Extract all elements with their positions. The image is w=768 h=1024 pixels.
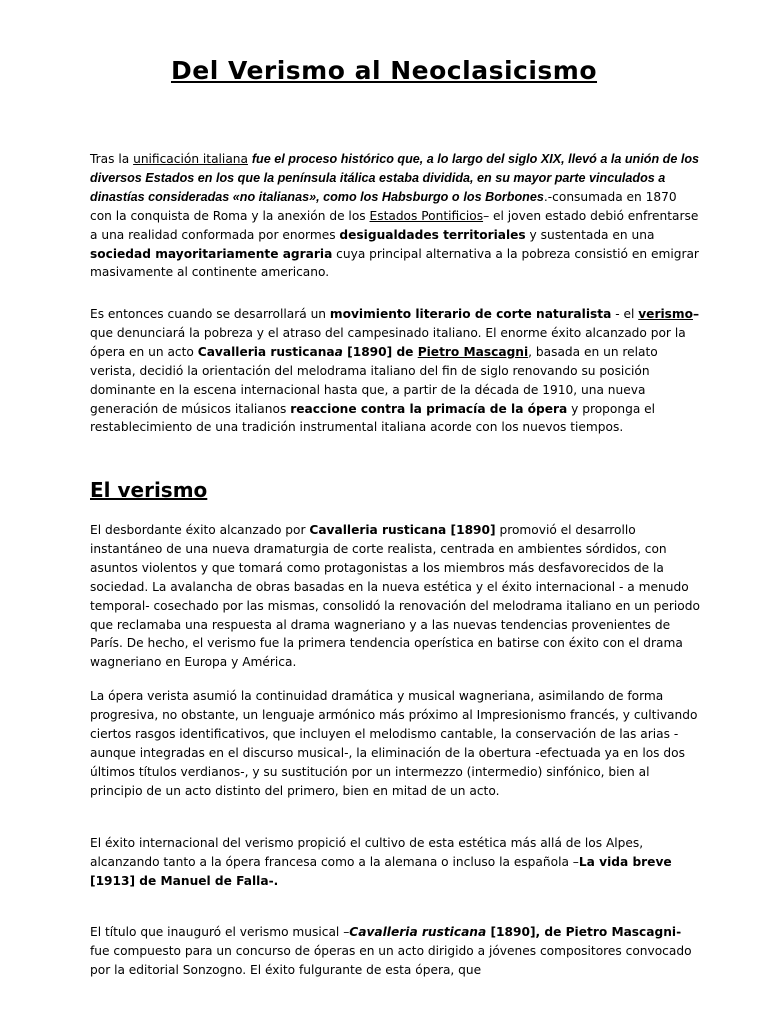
text: El título que inauguró el verismo musical – <box>90 925 350 939</box>
text: y sustentada en una <box>525 227 655 242</box>
bold-year: [1890] de <box>342 344 418 359</box>
paragraph-intro <box>90 150 700 282</box>
text: Tras la <box>90 152 134 166</box>
text: fue compuesto para un concurso de óperas en un acto dirigido a jóvenes compositores convocado por la editorial Sonzogno. El éxito fulgurante de esta ópera, que <box>90 943 692 977</box>
paragraph-desbordante <box>90 521 700 672</box>
bold-desigualdades: desigualdades territoriales <box>339 227 526 242</box>
text: El desbordante éxito alcanzado por <box>90 523 310 537</box>
paragraph-verismo-intro <box>90 305 700 437</box>
paragraph-opera-verista: La ópera verista asumió la continuidad dramática y musical wagneriana, asimilando de forma progresiva, no obstante, un lenguaje armónico más próximo al Impresionismo francés, y cultivando ciertos rasgos identificativos, que incluyen el melodismo cantable, la conservación de las arias -aunque integradas en el discurso musical-, la eliminación de la obertura -efectuada ya en los dos últimos títulos verdianos-, y su sustitución por un intermezzo (intermedio) sinfónico, bien al principio de un acto distinto del primero, bien en mitad de un acto. <box>90 689 698 798</box>
link-verismo[interactable]: verismo <box>638 307 693 321</box>
bold-movimiento: movimiento literario de corte naturalista <box>329 307 612 321</box>
bold-mascagni: [1890], de Pietro Mascagni- <box>486 925 682 939</box>
link-estados-pontificios[interactable]: Estados Pontificios <box>369 208 484 223</box>
bold-cavalleria: Cavalleria rusticana <box>197 344 335 359</box>
text: promovió el desarrollo instantáneo de una nueva dramaturgia de corte realista, centrada en ambientes sórdidos, con asuntos violentos y que tomará como protagonistas a los miembros más desfavorecidos de la sociedad. La avalancha de obras basadas en la nueva estética y el éxito internacional - a menudo temporal- cosechado por las mismas, consolidó la renovación del melodrama italiano en un periodo que reclamaba una respuesta al drama wagneriano y a las nuevas tendencias provenientes de París. De hecho, el verismo fue la primera tendencia operística en batirse con éxito con el drama wagneriano en Europa y América. <box>90 523 700 670</box>
bold-reaccione: reaccione contra la primacía de la ópera <box>290 401 568 416</box>
bold-italic-cavalleria: Cavalleria rusticana <box>349 925 487 939</box>
text: – el joven estado debió enfrentarse a una realidad conformada por enormes <box>90 208 699 242</box>
borbones-text: los Borbones <box>463 189 544 204</box>
text: cuya principal alternativa a la pobreza consistió en emigrar masivamente al continente americano. <box>90 246 699 280</box>
text: , basada en un relato verista, decidió la orientación del melodrama italiano del fin de siglo renovando su posición dominante en la escena internacional hasta que, a partir de la década de 1910, una nueva generación de músicos italianos <box>90 344 658 416</box>
text: - el <box>611 307 639 321</box>
bold-sociedad: sociedad mayoritariamente agraria <box>90 246 333 261</box>
definition-text: fue el proceso histórico que, a lo largo del siglo XIX, llevó a la unión de los diversos Estados en los que la península itálica estaba dividida, en su mayor parte vinculados a dinastías consideradas «no italianas», como los Habsburgo o <box>90 152 700 204</box>
dash: – <box>692 307 700 321</box>
link-unificacion-italiana[interactable]: unificación italiana <box>133 152 248 166</box>
text: El éxito internacional del verismo propició el cultivo de esta estética más allá de los Alpes, alcanzando tanto a la ópera francesa como a la alemana o incluso la española – <box>90 836 644 869</box>
section-heading-verismo: El verismo <box>90 478 208 502</box>
italic-a: a <box>334 344 343 359</box>
paragraph-exito-internacional <box>90 834 700 891</box>
text: Es entonces cuando se desarrollará un <box>90 307 330 321</box>
text: y proponga el restablecimiento de una tradición instrumental italiana acorde con los nuevos tiempos. <box>90 401 656 435</box>
text: que denunciará la pobreza y el atraso del campesinado italiano. El enorme éxito alcanzado por la ópera en un acto <box>90 325 686 359</box>
link-pietro-mascagni[interactable]: Pietro Mascagni <box>417 344 529 359</box>
paragraph-titulo-inauguro <box>90 923 700 980</box>
bold-cavalleria-1890: Cavalleria rusticana [1890] <box>309 523 496 537</box>
page-title: Del Verismo al Neoclasicismo <box>170 56 598 85</box>
bold-la-vida-breve: La vida breve [1913] de Manuel de Falla-. <box>90 854 672 888</box>
text: .-consumada en 1870 con la conquista de Roma y la anexión de los <box>90 189 677 223</box>
